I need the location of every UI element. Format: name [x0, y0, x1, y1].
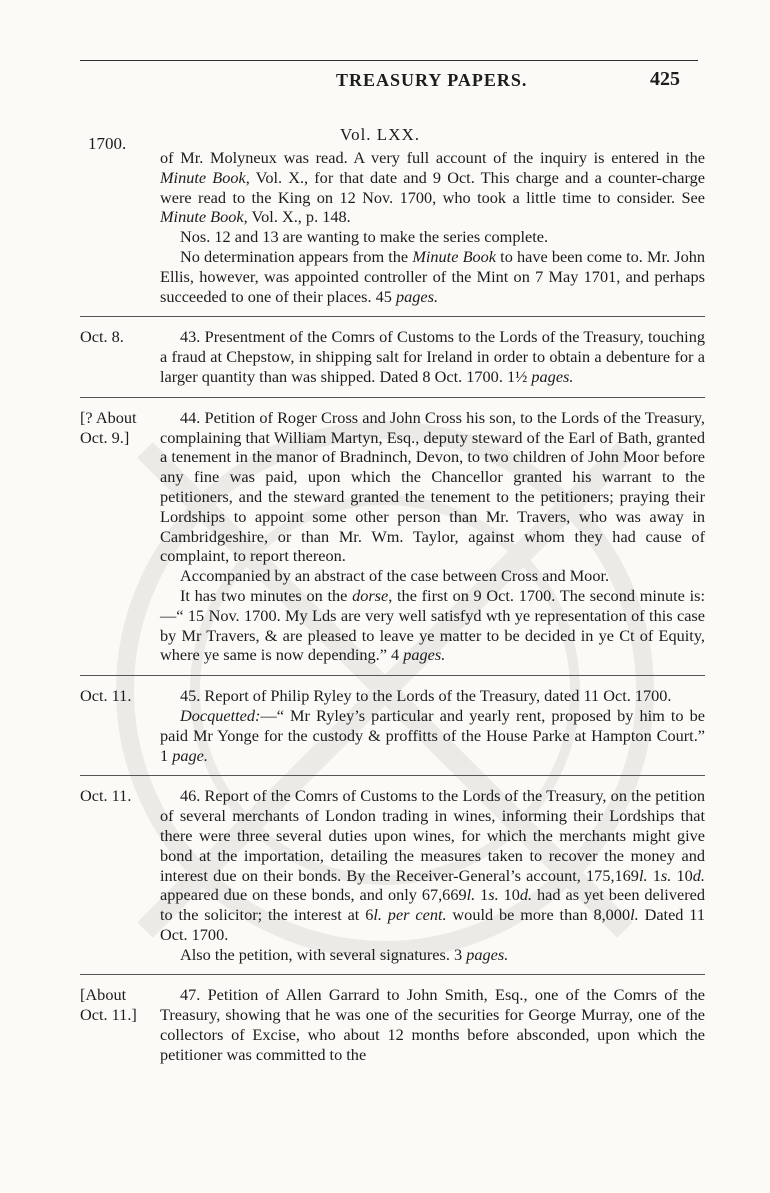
- continuation-paragraph: of Mr. Molyneux was read. A very full account of the inquiry is entered in the Minute Book, Vol. X., for that date and 9 Oct. This charge and a counter-charge were read to the King on 12 Nov. 1700, who took a little time to consider. See Minute Book, Vol. X., p. 148.: [160, 148, 706, 227]
- entry-45: [80, 686, 705, 765]
- entry-43: [80, 327, 705, 386]
- entry-separator: [80, 775, 705, 776]
- entry-date: [About Oct. 11.]: [80, 985, 137, 1025]
- entry-text: 43. Presentment of the Comrs of Customs to the Lords of the Treasury, touching a fraud at Chepstow, in shipping salt for Ireland in order to obtain a debenture for a larger quantity than was shipped. Dated 8 Oct. 1700. 1½ pages.: [160, 327, 705, 386]
- running-title: TREASURY PAPERS.: [336, 70, 528, 90]
- entry-date: [? About Oct. 9.]: [80, 407, 137, 447]
- entry-text: 47. Petition of Allen Garrard to John Smith, Esq., one of the Comrs of the Treasury, showing that he was one of the securities for George Murray, one of the collectors of Excise, who about 12 months before absconded, upon which the petitioner was committed to the: [160, 985, 705, 1064]
- page-body: [80, 148, 705, 1065]
- entry-47: [80, 985, 705, 1064]
- entry-date: Oct. 11.: [80, 686, 132, 706]
- entry-separator: [80, 316, 705, 317]
- continuation-note: Nos. 12 and 13 are wanting to make the series complete.: [180, 227, 549, 247]
- entry-separator: [80, 675, 705, 676]
- continuation-block: [80, 148, 705, 306]
- entry-accompaniment: Also the petition, with several signatures. 3 pages.: [180, 944, 509, 964]
- header-rule: [80, 60, 698, 61]
- entry-text: 44. Petition of Roger Cross and John Cross his son, to the Lords of the Treasury, complaining that William Martyn, Esq., deputy steward of the Earl of Bath, granted a tenement in the manor of Bradninch, Devon, to two children of John Moor before any fine was paid, upon which the Chancellor granted his warrant to the petitioners, and the steward granted the tenement to the petitioners; praying their Lordships to appoint some other person than Mr. Travers, who was away in Cambridgeshire, or than Mr. Wm. Taylor, against whom they had cause of complaint, to report thereon.: [160, 407, 705, 566]
- entry-44: [80, 408, 705, 665]
- entry-date: Oct. 11.: [80, 786, 132, 806]
- entry-text: 45. Report of Philip Ryley to the Lords of the Treasury, dated 11 Oct. 1700.: [180, 686, 672, 706]
- entry-separator: [80, 974, 705, 975]
- volume-heading: Vol. LXX.: [340, 125, 420, 144]
- entry-accompaniment: Accompanied by an abstract of the case between Cross and Moor.: [180, 566, 610, 586]
- entry-minutes: It has two minutes on the dorse, the first on 9 Oct. 1700. The second minute is:—“ 15 Nov. 1700. My Lds are very well satisfyd wth ye representation of this case by Mr Travers, & are pleased to leave ye matter to be decided in ye Ct of Equity, where ye same is now depending.” 4 pages.: [160, 585, 705, 665]
- page-number: 425: [650, 68, 680, 90]
- entry-46: [80, 786, 705, 964]
- entry-docquet: Docquetted:—“ Mr Ryley’s particular and yearly rent, proposed by him to be paid Mr Yonge for the custody & proffitts of the House Parke at Hampton Court.” 1 page.: [160, 705, 705, 765]
- continuation-determination: No determination appears from the Minute Book to have been come to. Mr. John Ellis, however, was appointed controller of the Mint on 7 May 1701, and perhaps succeeded to one of their places. 45 pages.: [160, 246, 705, 306]
- year-margin: 1700.: [88, 134, 127, 153]
- entry-text: 46. Report of the Comrs of Customs to the Lords of the Treasury, on the petition of several merchants of London trading in wines, informing their Lordships that there were three several duties upon wines, for which the merchants might give bond at the importation, detailing the measures taken to recover the money and interest due on their bonds. By the Receiver-General’s account, 175,169l. 1s. 10d. appeared due on these bonds, and only 67,669l. 1s. 10d. had as yet been delivered to the solicitor; the interest at 6l. per cent. would be more than 8,000l. Dated 11 Oct. 1700.: [160, 786, 705, 944]
- entry-separator: [80, 397, 705, 398]
- entry-date: Oct. 8.: [80, 327, 124, 347]
